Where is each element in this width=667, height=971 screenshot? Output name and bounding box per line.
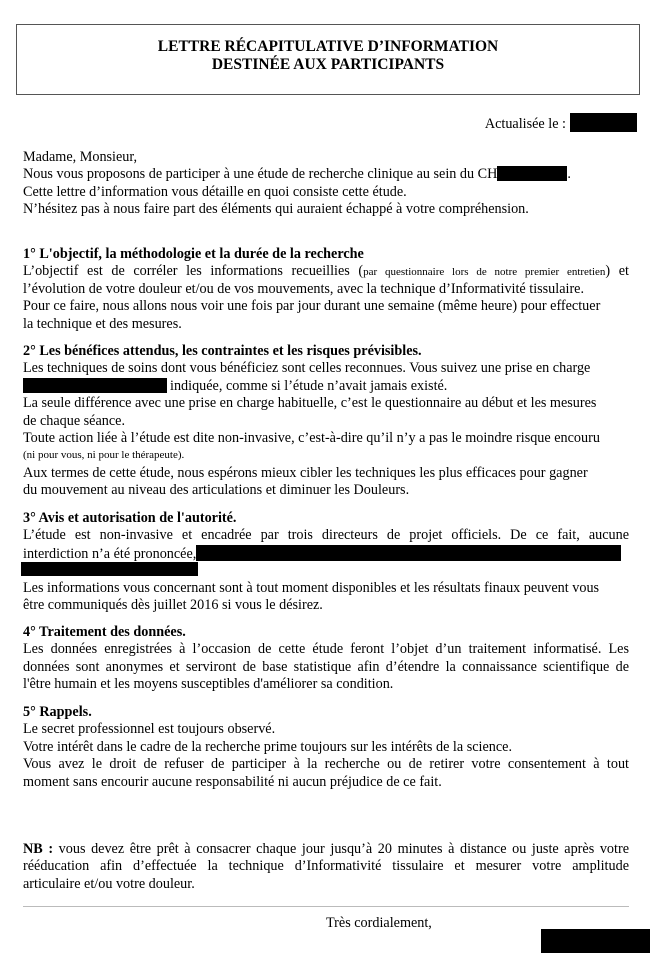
section-1-line-3: Pour ce faire, nous allons nous voir une fois par jour durant une semaine (même heure) pour effectuer [23, 298, 601, 315]
section-1-heading: 1° L'objectif, la méthodologie et la durée de la recherche [23, 246, 364, 262]
section-3-line-3: Les informations vous concernant sont à tout moment disponibles et les résultats finaux peuvent vous [23, 579, 600, 596]
divider [23, 906, 629, 907]
nb-line-2: rééducation afin d’effectuée la technique d’Informativité tissulaire et mesurer votre amplitude [23, 858, 629, 875]
closing-salutation: Très cordialement, [326, 915, 432, 931]
section-3-line-1: L’étude est non-invasive et encadrée par trois directeurs de projet officiels. De ce fait, aucune [23, 527, 629, 544]
redacted-date [570, 113, 637, 132]
redacted-authority-text-continued [21, 562, 198, 576]
nb-line-1: NB : vous devez être prêt à consacrer chaque jour jusqu’à 20 minutes à distance ou juste après votre [23, 841, 629, 857]
section-4-heading: 4° Traitement des données. [23, 624, 186, 640]
section-2-line-3: La seule différence avec une prise en charge habituelle, c’est le questionnaire au début et les mesures [23, 395, 597, 412]
section-2-line-4: de chaque séance. [23, 412, 126, 429]
section-objective [23, 246, 629, 333]
section-2-line-8: du mouvement au niveau des articulations et diminuer les Douleurs. [23, 482, 410, 499]
title-line-2: DESTINÉE AUX PARTICIPANTS [211, 56, 445, 73]
section-benefits [23, 343, 629, 500]
title-line-1: LETTRE RÉCAPITULATIVE D’INFORMATION [157, 38, 499, 55]
section-1-line-2: l’évolution de votre douleur et/ou de vos mouvements, avec la technique d’Informativité tissulaire. [23, 280, 585, 297]
nb-line-3: articulaire et/ou votre douleur. [23, 875, 195, 892]
intro-line-2: Cette lettre d’information vous détaille en quoi consiste cette étude. [23, 183, 407, 200]
section-2-line-7: Aux termes de cette étude, nous espérons mieux cibler les techniques les plus efficaces pour gagner [23, 464, 588, 481]
section-2-line-5: Toute action liée à l’étude est dite non-invasive, c’est-à-dire qu’il n’y a pas le moindre risque encouru [23, 429, 600, 446]
update-date-line [300, 113, 637, 133]
section-5-line-3: Vous avez le droit de refuser de participer à la recherche ou de retirer votre consentement à tout [23, 756, 629, 773]
redacted-care-type [23, 378, 167, 393]
section-1-line-4: la technique et des mesures. [23, 315, 182, 332]
intro-paragraph [23, 149, 629, 219]
section-reminders [23, 704, 629, 791]
section-authorization [23, 510, 629, 614]
update-date-label: Actualisée le : [484, 116, 566, 132]
nb-label: NB : [23, 841, 54, 857]
redacted-signature [541, 929, 650, 953]
section-4-line-2: données sont anonymes et serviront de base statistique afin d’étendre la connaissance scientifique de [23, 658, 629, 675]
section-3-heading: 3° Avis et autorisation de l'autorité. [23, 510, 237, 526]
nb-note [23, 841, 629, 893]
intro-line-1: Nous vous proposons de participer à une étude de recherche clinique au sein du CH . [23, 166, 571, 183]
section-5-line-1: Le secret professionnel est toujours observé. [23, 721, 276, 738]
document-title-box [16, 24, 640, 95]
intro-line-3: N’hésitez pas à nous faire part des éléments qui auraient échappé à votre compréhension. [23, 201, 529, 218]
redacted-authority-text [196, 545, 621, 561]
section-4-line-3: l'être humain et les moyens susceptibles d'améliorer sa condition. [23, 676, 394, 693]
section-3-line-4: être communiqués dès juillet 2016 si vous le désirez. [23, 596, 323, 613]
section-2-heading: 2° Les bénéfices attendus, les contraintes et les risques prévisibles. [23, 343, 422, 359]
section-3-redacted-line [23, 562, 629, 579]
greeting: Madame, Monsieur, [23, 149, 138, 165]
section-4-line-1: Les données enregistrées à l’occasion de cette étude feront l’objet d’un traitement informatisé. Les [23, 641, 629, 658]
section-5-line-2: Votre intérêt dans le cadre de la recherche prime toujours sur les intérêts de la science. [23, 738, 512, 755]
redacted-hospital-name [497, 166, 567, 181]
section-5-line-4: moment sans encourir aucune responsabilité ni aucun préjudice de ce fait. [23, 773, 442, 790]
section-2-line-1: Les techniques de soins dont vous bénéficiez sont celles reconnues. Vous suivez une prise en charge [23, 360, 591, 377]
section-1-line-1: L’objectif est de corréler les informations recueillies (par questionnaire lors de notre premier entretien) et [23, 263, 629, 280]
section-2-line-2: indiquée, comme si l’étude n’avait jamais existé. [23, 378, 629, 395]
section-3-line-2: interdiction n’a été prononcée, [23, 545, 629, 562]
section-data-processing [23, 624, 629, 694]
section-5-heading: 5° Rappels. [23, 704, 92, 720]
section-2-line-6: (ni pour vous, ni pour le thérapeute). [23, 449, 185, 462]
